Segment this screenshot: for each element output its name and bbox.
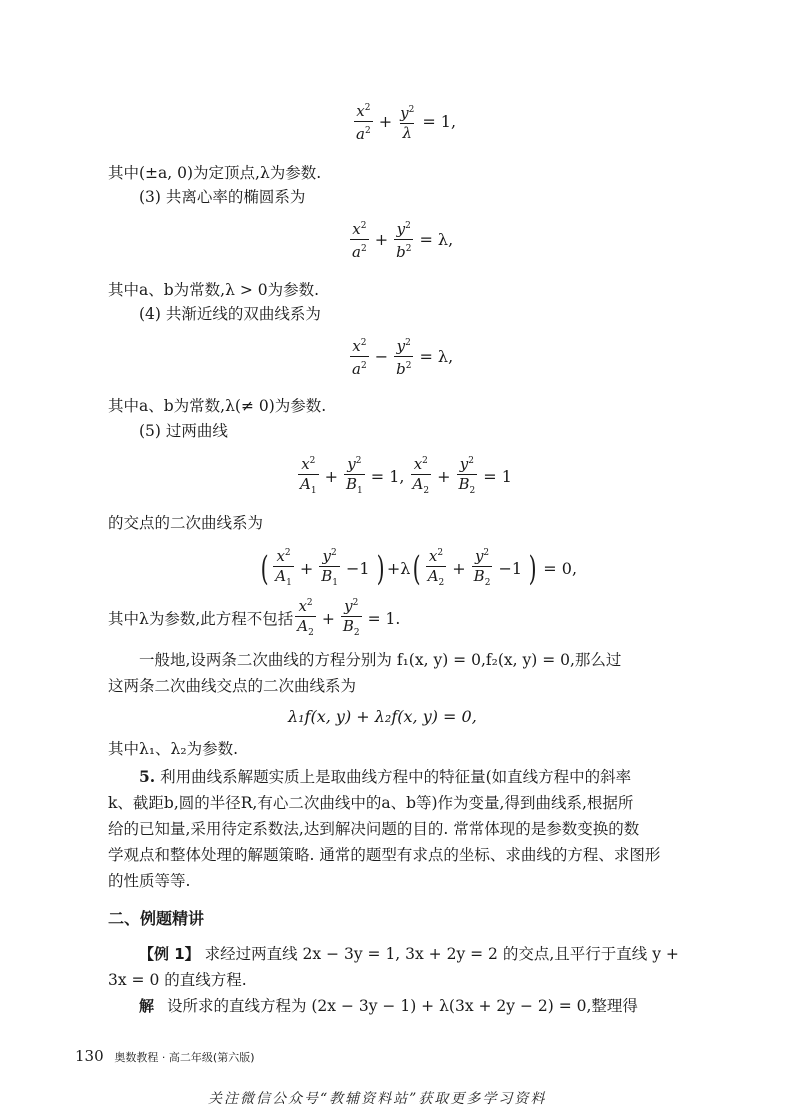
watermark-text: 关注微信公众号“教辅资料站”获取更多学习资料 [208,1091,547,1107]
equation-tail: = λ, [419,229,454,249]
text-suffix: = 1. [367,609,401,628]
solution-label: 解 [139,997,155,1015]
page-footer [75,1047,255,1065]
text-line: 其中a、b为常数,λ > 0为参数. [108,281,320,299]
equation-general-system [288,707,477,727]
paragraph-number: 5. [139,767,156,786]
paragraph-5-line: k、截距b,圆的半径R,有心二次曲线中的a、b等)作为变量,得到曲线系,根据所 [108,794,634,812]
equation-two-curves: $\frac{x^2}{A_1}$ + $\frac{y^2}{B_1}$ = 1, $\frac{x^2}{A_2}$ + $\frac{y^2}{B_2}$ = 1 [296,453,516,500]
paragraph-text: 利用曲线系解题实质上是取曲线方程中的特征量(如直线方程中的斜率 [160,768,632,786]
text-line: (5) 过两曲线 [139,422,228,440]
solution-text: 设所求的直线方程为 (2x − 3y − 1) + λ(3x + 2y − 2) = 0,整理得 [166,997,638,1015]
paragraph-5-line: 的性质等等. [108,872,191,890]
text-line: 其中(±a, 0)为定顶点,λ为参数. [108,164,322,182]
solution-line [139,996,638,1016]
book-title: 奥数教程 · 高二年级(第六版) [114,1051,255,1064]
paragraph-5-line: 给的已知量,采用待定系数法,达到解决问题的目的. 常常体现的是参数变换的数 [108,820,640,838]
text-line: (3) 共离心率的椭圆系为 [139,188,306,206]
paragraph-5-line: 学观点和整体处理的解题策略. 通常的题型有求点的坐标、求曲线的方程、求图形 [108,846,661,864]
text-line-with-fraction: 其中λ为参数,此方程不包括 $\frac{x^2}{A_2}$ + $\frac{y^2}{B_2}$ = 1. [108,595,404,642]
text-line: (4) 共渐近线的双曲线系为 [139,305,321,323]
equation-asymptote-family: $\frac{x^2}{a^2}$ − $\frac{y^2}{b^2}$ = λ, [352,337,454,378]
equation-eccentricity-family: $\frac{x^2}{a^2}$ + $\frac{y^2}{b^2}$ = λ, [352,220,454,261]
equation-tail: = 0, [543,558,578,578]
section-heading: 二、例题精讲 [108,909,205,928]
equation-mid: = 1, [370,466,405,486]
page-number: 130 [75,1047,104,1065]
example-line: 3x = 0 的直线方程. [108,971,247,989]
equation-text: λ₁f(x, y) + λ₂f(x, y) = 0, [288,707,477,726]
example-line [139,944,679,964]
equation-tail: = λ, [419,346,454,366]
text-prefix: 其中λ为参数,此方程不包括 [108,609,294,628]
text-line: 的交点的二次曲线系为 [108,514,264,532]
text-line: 一般地,设两条二次曲线的方程分别为 f₁(x, y) = 0,f₂(x, y) = 0,那么过 [139,651,622,669]
text-line: 其中a、b为常数,λ(≠ 0)为参数. [108,397,327,415]
example-label: 【例 1】 [139,945,200,963]
text-line: 这两条二次曲线交点的二次曲线系为 [108,677,357,695]
text-line: 其中λ₁、λ₂为参数. [108,740,239,758]
equation-tail: = 1, [422,111,457,131]
equation-tail: = 1 [483,466,512,486]
equation-ellipse-family: $\frac{x^2}{a^2}$ + $\frac{y^2}{\lambda}$ = 1, [356,102,457,143]
paragraph-5-line [139,767,631,787]
example-text: 求经过两直线 2x − 3y = 1, 3x + 2y = 2 的交点,且平行于直线 y + [204,945,679,963]
equation-curve-system: ( $\frac{x^2}{A_1}$ + $\frac{y^2}{B_1}$ −1 ) +λ ( $\frac{x^2}{A_2}$ + $\frac{y^2}{B_2}$ −1 ) = 0, [258,545,581,592]
